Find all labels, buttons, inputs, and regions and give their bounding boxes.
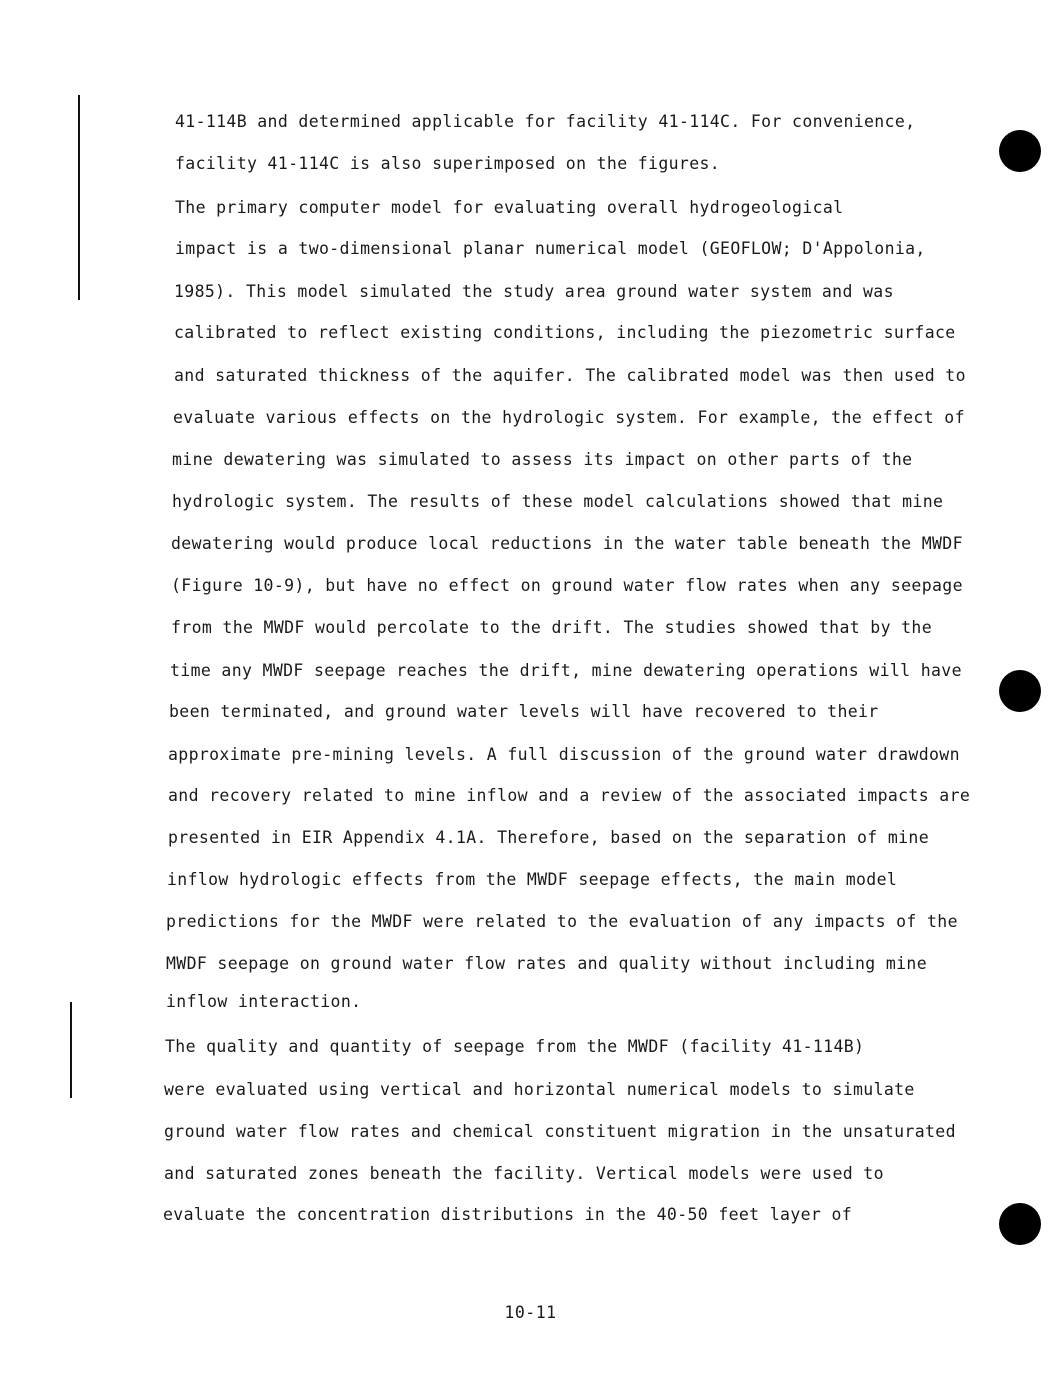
binder-hole-bottom [999,1203,1041,1245]
text-line: The primary computer model for evaluating overall hydrogeological [175,198,844,217]
text-line: predictions for the MWDF were related to the evaluation of any impacts of the [166,912,958,931]
text-line: facility 41-114C is also superimposed on the figures. [175,154,721,173]
text-line: evaluate various effects on the hydrologic system. For example, the effect of [173,408,965,427]
text-line: ground water flow rates and chemical constituent migration in the unsaturated [164,1122,956,1141]
text-line: impact is a two-dimensional planar numerical model (GEOFLOW; D'Appolonia, [175,239,926,258]
text-line: and recovery related to mine inflow and a review of the associated impacts are [168,786,971,805]
text-line: mine dewatering was simulated to assess its impact on other parts of the [172,450,913,469]
text-line: and saturated zones beneath the facility. Vertical models were used to [164,1164,884,1183]
text-line: approximate pre-mining levels. A full discussion of the ground water drawdown [168,745,960,764]
binder-hole-middle [999,670,1041,712]
text-line: time any MWDF seepage reaches the drift, mine dewatering operations will have [170,661,962,680]
text-line: inflow hydrologic effects from the MWDF seepage effects, the main model [167,870,898,889]
text-line: were evaluated using vertical and horizontal numerical models to simulate [164,1080,915,1099]
text-line: dewatering would produce local reductions in the water table beneath the MWDF [171,534,963,553]
text-line: been terminated, and ground water levels will have recovered to their [169,702,879,721]
binder-hole-top [999,130,1041,172]
text-line: The quality and quantity of seepage from the MWDF (facility 41-114B) [165,1037,865,1056]
page-number: 10-11 [504,1303,557,1322]
text-line: (Figure 10-9), but have no effect on ground water flow rates when any seepage [171,576,963,595]
text-line: from the MWDF would percolate to the drift. The studies showed that by the [171,618,933,637]
text-line: hydrologic system. The results of these model calculations showed that mine [172,492,944,511]
text-line: 1985). This model simulated the study area ground water system and was [174,282,894,301]
revision-bar-bottom [70,1002,72,1098]
text-line: 41-114B and determined applicable for facility 41-114C. For convenience, [175,112,916,131]
revision-bar-top [78,95,80,300]
text-line: presented in EIR Appendix 4.1A. Therefore, based on the separation of mine [168,828,930,847]
text-line: and saturated thickness of the aquifer. The calibrated model was then used to [174,366,966,385]
text-line: inflow interaction. [166,992,362,1011]
text-line: MWDF seepage on ground water flow rates and quality without including mine [166,954,928,973]
text-line: evaluate the concentration distributions in the 40-50 feet layer of [163,1205,853,1224]
text-line: calibrated to reflect existing conditions, including the piezometric surface [174,323,956,342]
